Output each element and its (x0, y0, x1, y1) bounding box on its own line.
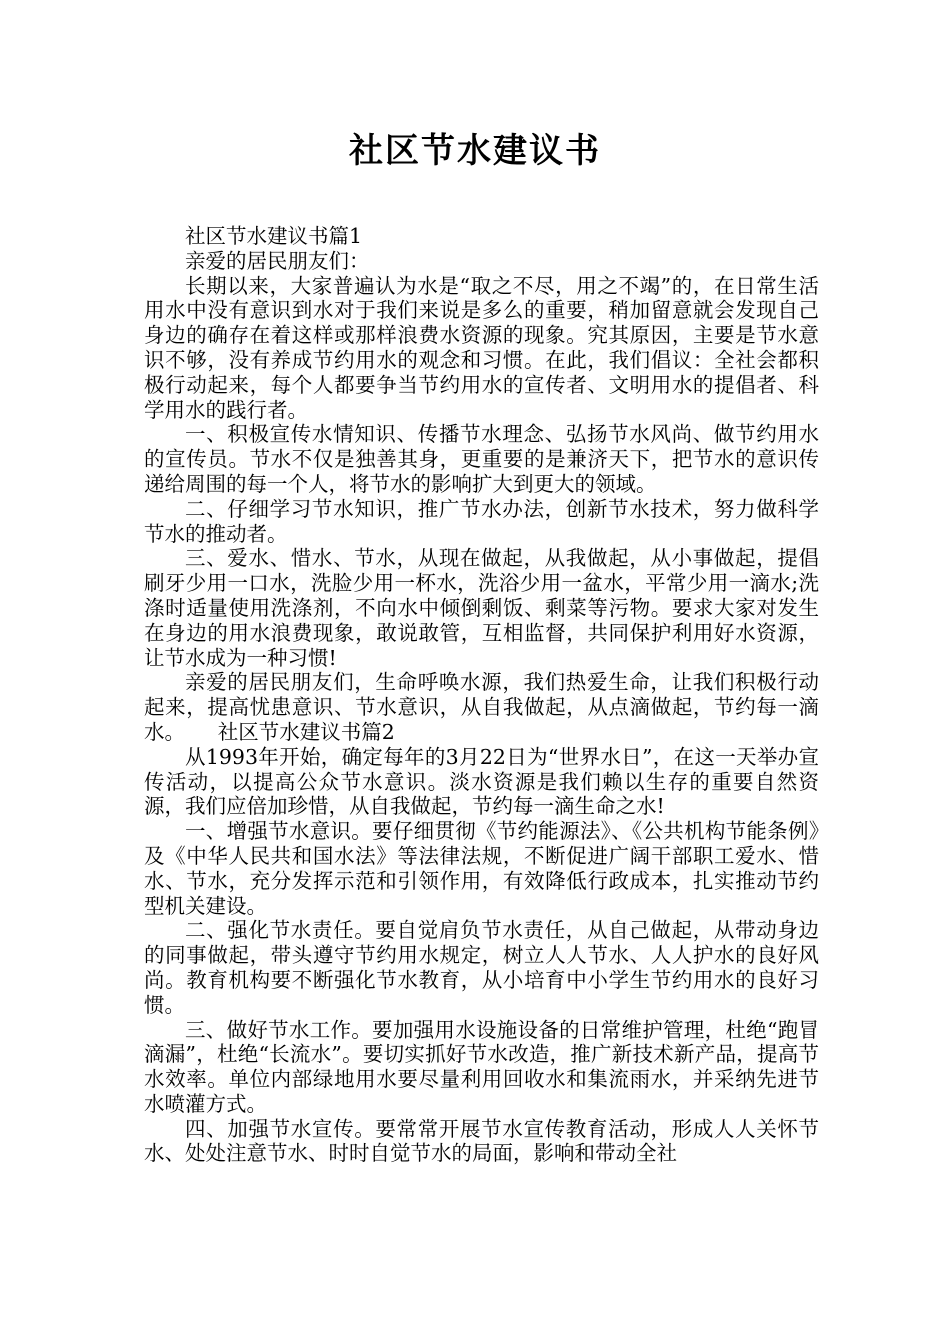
section1-point-3: 三、爱水、惜水、节水，从现在做起，从我做起，从小事做起，提倡刷牙少用一口水，洗脸少用一杯水，洗浴少用一盆水，平常少用一滴水;洗涤时适量使用洗涤剂，不向水中倾倒剩饭、剩菜等污物。要求大家对发生在身边的用水浪费现象，敢说敢管，互相监督，共同保护利用好水资源，让节水成为一种习惯! (144, 546, 819, 670)
section1-heading: 社区节水建议书篇1 (185, 224, 363, 248)
section1-closing-paragraph (144, 670, 819, 744)
section2-heading: 社区节水建议书篇2 (217, 719, 395, 744)
section2-point-4: 四、加强节水宣传。要常常开展节水宣传教育活动，形成人人关怀节水、处处注意节水、时时自觉节水的局面，影响和带动全社 (144, 1116, 819, 1166)
document-title: 社区节水建议书 (349, 131, 601, 171)
section1-point-2: 二、仔细学习节水知识，推广节水办法，创新节水技术，努力做科学节水的推动者。 (144, 496, 819, 546)
section2-point-2: 二、强化节水责任。要自觉肩负节水责任，从自己做起，从带动身边的同事做起，带头遵守节约用水规定，树立人人节水、人人护水的良好风尚。教育机构要不断强化节水教育，从小培育中小学生节约用水的良好习惯。 (144, 918, 819, 1017)
section1-intro: 长期以来，大家普遍认为水是“取之不尽，用之不竭”的，在日常生活用水中没有意识到水对于我们来说是多么的重要，稍加留意就会发现自己身边的确存在着这样或那样浪费水资源的现象。究其原因，主要是节水意识不够，没有养成节约用水的观念和习惯。在此，我们倡议：全社会都积极行动起来，每个人都要争当节约用水的宣传者、文明用水的提倡者、科学用水的践行者。 (144, 273, 819, 422)
section2-intro: 从1993年开始，确定每年的3月22日为“世界水日”，在这一天举办宣传活动，以提高公众节水意识。淡水资源是我们赖以生存的重要自然资源，我们应倍加珍惜，从自我做起，节约每一滴生命之水! (144, 744, 819, 819)
salutation: 亲爱的居民朋友们： (185, 248, 370, 273)
section1-closing: 亲爱的居民朋友们，生命呼唤水源，我们热爱生命，让我们积极行动起来，提高忧患意识、节水意识，从自我做起，从点滴做起，节约每一滴水。 (144, 670, 819, 744)
section2-point-1: 一、增强节水意识。要仔细贯彻《节约能源法》、《公共机构节能条例》及《中华人民共和国水法》等法律法规，不断促进广阔干部职工爱水、惜水、节水，充分发挥示范和引领作用，有效降低行政成本，扎实推动节约型机关建设。 (144, 819, 819, 918)
section2-point-3: 三、做好节水工作。要加强用水设施设备的日常维护管理，杜绝“跑冒滴漏”，杜绝“长流水”。要切实抓好节水改造，推广新技术新产品，提高节水效率。单位内部绿地用水要尽量利用回收水和集流雨水，并采纳先进节水喷灌方式。 (144, 1017, 819, 1116)
section1-point-1: 一、积极宣传水情知识、传播节水理念、弘扬节水风尚、做节约用水的宣传员。节水不仅是独善其身，更重要的是兼济天下，把节水的意识传递给周围的每一个人，将节水的影响扩大到更大的领域。 (144, 422, 819, 496)
document-body (144, 224, 819, 1166)
